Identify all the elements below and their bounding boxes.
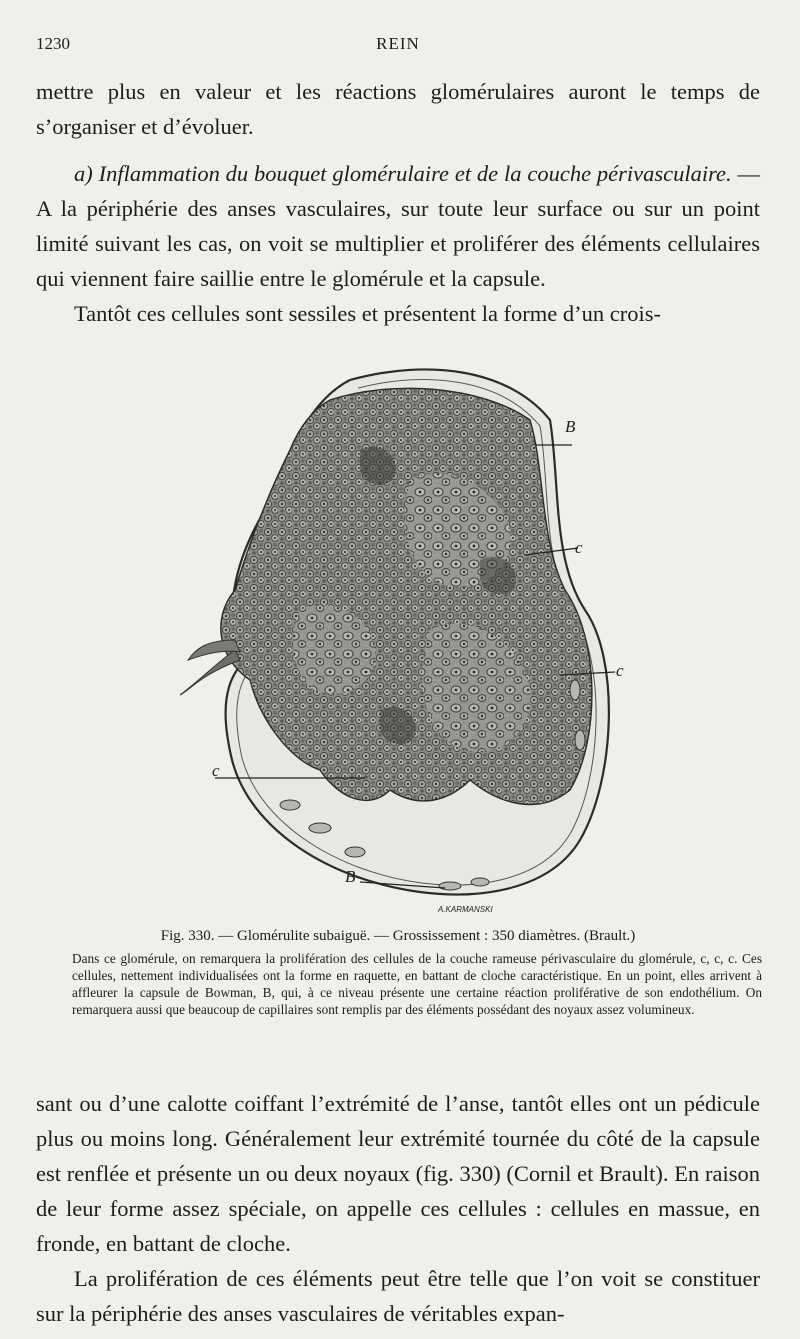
illustrator-signature: A.KARMANSKI (438, 905, 493, 914)
label-c-right-bottom: c (616, 661, 624, 680)
paragraph-continuation-bottom: sant ou d’une calotte coiffant l’extrémité de l’anse, tantôt elles ont un pédicule plus ou moins long. Généralement leur extrémité tournée du côté de la capsule est renflée et présente un ou deux noyaux (fig. 330) (Cornil et Brault). En raison de leur forme assez spéciale, on appelle ces cellules : cellules en massue, en fronde, en battant de cloche. (36, 1091, 760, 1256)
label-b-top: B (565, 417, 576, 436)
paragraph-inflammation (36, 156, 760, 296)
running-title: REIN (376, 34, 420, 53)
figure-caption-title: Fig. 330. — Glomérulite subaiguë. — Grossissement : 350 diamètres. (Brault.) (160, 928, 636, 944)
paragraph-body: — A la périphérie des anses vasculaires, sur toute leur surface ou sur un point limité suivant les cas, on voit se multiplier et proliférer des éléments cellulaires qui viennent faire saillie entre le glomérule et la capsule. (36, 161, 760, 291)
label-b-bottom: B (345, 867, 356, 886)
label-c-right-top: c (575, 538, 583, 557)
top-text-block (36, 74, 760, 331)
paragraph-cells: Tantôt ces cellules sont sessiles et présentent la forme d’un crois- (74, 301, 661, 326)
page-number: 1230 (36, 34, 70, 53)
paragraph-heading: a) Inflammation du bouquet glomérulaire et de la couche périvasculaire. (74, 161, 732, 186)
paragraph-proliferation: La prolifération de ces éléments peut être telle que l’on voit se constituer sur la périphérie des anses vasculaires de véritables expan- (36, 1266, 760, 1326)
page-header (36, 34, 760, 58)
label-c-left: c (212, 761, 220, 780)
glomerulus-figure (180, 360, 624, 915)
paragraph-continuation: mettre plus en valeur et les réactions glomérulaires auront le temps de s’organiser et d’évoluer. (36, 79, 760, 139)
glomerulus-illustration (180, 360, 624, 915)
figure-caption-body: Dans ce glomérule, on remarquera la prolifération des cellules de la couche rameuse périvasculaire du glomérule, c, c, c. Ces cellules, nettement individualisées ont la forme en raquette, en battant de cloche caractéristique. En un point, elles arrivent à affleurer la capsule de Bowman, B, qui, à ce niveau présente une certaine réaction proliférative de son endothélium. On remarquera aussi que beaucoup de capillaires sont remplis par des éléments possédant des noyaux assez volumineux. (72, 951, 762, 1017)
bottom-text-block (36, 1086, 760, 1331)
